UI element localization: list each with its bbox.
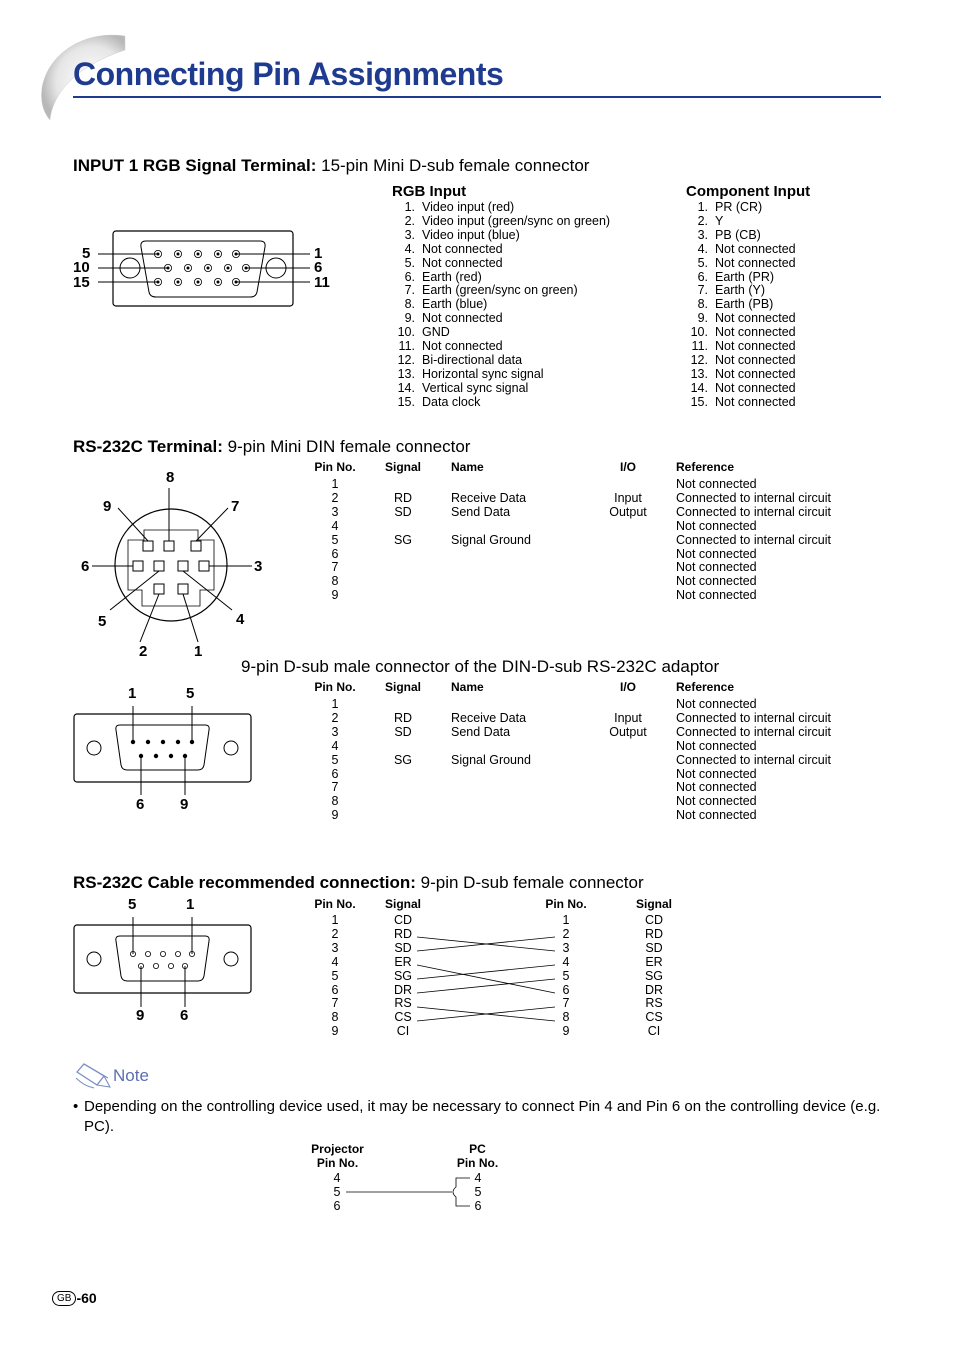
list-item-number: 2.	[697, 213, 708, 228]
din-label-4: 4	[236, 611, 245, 628]
cable-right-pin: 5	[562, 968, 570, 983]
dsub15-pin-center	[207, 267, 209, 269]
list-item-text: Not connected	[715, 255, 796, 270]
table-cell-ref: Not connected	[676, 738, 757, 753]
table-cell-signal: SG	[393, 752, 413, 767]
list-item-number: 14.	[690, 380, 708, 395]
list-item-number: 3.	[404, 227, 415, 242]
cable-left-signal: CI	[396, 1024, 410, 1039]
din-label-6: 6	[81, 558, 90, 575]
cable-left-pin: 3	[331, 940, 339, 955]
projector-pin: 5	[333, 1185, 341, 1199]
list-item-text: Not connected	[715, 380, 796, 395]
adaptor-pin-table	[312, 680, 872, 830]
list-item-text: Not connected	[422, 311, 503, 326]
list-item-text: Video input (green/sync on green)	[422, 213, 611, 228]
table-cell-ref: Not connected	[676, 477, 757, 491]
table-cell-pin: 4	[331, 738, 339, 753]
rgb-heading-bold: INPUT 1 RGB Signal Terminal:	[73, 156, 317, 175]
cable-left-pin: 7	[331, 996, 339, 1011]
page-number: -60	[76, 1290, 97, 1306]
table-cell-ref: Connected to internal circuit	[676, 710, 831, 725]
din-label-1: 1	[194, 643, 203, 660]
list-item-text: PR (CR)	[715, 200, 763, 214]
dsub15-pin-center	[217, 253, 219, 255]
pc-pin-header	[440, 1142, 515, 1170]
page-footer	[52, 1290, 97, 1306]
table-cell-pin: 8	[331, 794, 339, 809]
table-cell-pin: 7	[331, 560, 339, 575]
list-item-number: 14.	[397, 380, 415, 395]
dsub15-label-1: 1	[314, 245, 323, 262]
projector-header-line2: Pin No.	[316, 1156, 359, 1170]
list-item	[678, 368, 796, 382]
list-item-text: Earth (blue)	[422, 297, 488, 312]
cable-right-pin: 2	[562, 926, 570, 941]
dsub15-connector-diagram	[70, 226, 340, 312]
dsub9f-label-1: 1	[186, 896, 195, 913]
dsub15-pin-center	[177, 253, 179, 255]
list-item	[385, 368, 610, 382]
list-item-number: 10.	[690, 325, 708, 340]
list-item	[678, 257, 796, 271]
cable-right-pin: 8	[562, 1010, 570, 1025]
din-label-9: 9	[103, 498, 112, 515]
din-heading-bold: RS-232C Terminal:	[73, 437, 223, 456]
list-item	[385, 257, 610, 271]
list-item	[678, 201, 796, 215]
table-cell-io: Output	[609, 724, 647, 739]
rgb-heading-rest: 15-pin Mini D-sub female connector	[316, 156, 590, 175]
list-item	[385, 298, 610, 312]
cable-right-signal: ER	[645, 954, 663, 969]
table-cell-pin: 4	[331, 518, 339, 533]
list-item-number: 5.	[697, 255, 708, 270]
list-item-text: Not connected	[422, 339, 503, 354]
cable-right-signal: SG	[644, 968, 664, 983]
cable-left-pin: 2	[331, 926, 339, 941]
cable-right-pin: 9	[562, 1024, 570, 1039]
list-item-number: 4.	[404, 241, 415, 256]
din-label-8: 8	[166, 469, 175, 486]
dsub9f-label-9: 9	[136, 1007, 145, 1024]
cable-left-pin: 8	[331, 1010, 339, 1025]
list-item-number: 12.	[690, 352, 708, 367]
title-underline	[73, 96, 881, 98]
pin-loopback-lines	[344, 1171, 474, 1216]
table-cell-pin: 2	[331, 490, 339, 505]
din-label-3: 3	[254, 558, 263, 575]
table-cell-ref: Connected to internal circuit	[676, 504, 831, 519]
dsub9m-label-1: 1	[128, 685, 137, 702]
cable-left-signal: CD	[393, 913, 413, 927]
dsub15-label-6: 6	[314, 259, 323, 276]
list-item-text: Video input (red)	[422, 200, 515, 214]
table-cell-ref: Not connected	[676, 808, 757, 823]
list-item-text: Not connected	[422, 241, 503, 256]
cable-right-signal: DR	[644, 982, 664, 997]
table-header-io: I/O	[619, 460, 636, 474]
list-item	[678, 215, 796, 229]
list-item-text: PB (CB)	[715, 227, 761, 242]
din-pin-table	[312, 460, 872, 610]
list-item-text: Not connected	[715, 366, 796, 381]
list-item-number: 10.	[397, 325, 415, 340]
list-item	[385, 271, 610, 285]
component-input-list	[678, 201, 796, 410]
list-item-text: Not connected	[715, 352, 796, 367]
table-cell-pin: 2	[331, 710, 339, 725]
list-item	[678, 243, 796, 257]
cable-left-signal: RS	[394, 996, 412, 1011]
dsub9m-label-6: 6	[136, 796, 145, 813]
list-item-number: 7.	[404, 283, 415, 298]
region-badge: GB	[52, 1291, 76, 1306]
note-bullet-item	[73, 1097, 883, 1137]
list-item-number: 6.	[697, 269, 708, 284]
table-cell-pin: 5	[331, 532, 339, 547]
cable-left-pin: 4	[331, 954, 339, 969]
list-item	[678, 312, 796, 326]
list-item-text: Earth (PR)	[715, 269, 775, 284]
table-cell-pin: 3	[331, 724, 339, 739]
cable-heading-rest: 9-pin D-sub female connector	[415, 873, 644, 892]
list-item-number: 1.	[404, 200, 415, 214]
table-header-name: Name	[451, 460, 484, 474]
list-item	[385, 340, 610, 354]
cable-left-signal: SG	[393, 968, 413, 983]
list-item	[385, 312, 610, 326]
pc-pin: 5	[474, 1185, 482, 1199]
table-header-name: Name	[451, 680, 484, 694]
list-item-text: GND	[422, 325, 450, 340]
list-item-number: 4.	[697, 241, 708, 256]
table-cell-name: Send Data	[451, 504, 511, 519]
cable-right-signal: CI	[647, 1024, 661, 1039]
list-item-text: Y	[715, 213, 724, 228]
table-cell-ref: Connected to internal circuit	[676, 490, 831, 505]
table-cell-pin: 3	[331, 504, 339, 519]
dsub15-label-11: 11	[314, 274, 330, 291]
list-item-text: Not connected	[422, 255, 503, 270]
table-cell-io: Output	[609, 504, 647, 519]
table-cell-signal: RD	[393, 490, 413, 505]
table-cell-name: Receive Data	[451, 710, 527, 725]
table-cell-ref: Not connected	[676, 766, 757, 781]
list-item-number: 5.	[404, 255, 415, 270]
list-item-number: 1.	[697, 200, 708, 214]
list-item-number: 12.	[397, 352, 415, 367]
list-item	[678, 340, 796, 354]
list-item-text: Data clock	[422, 394, 481, 409]
table-cell-ref: Not connected	[676, 588, 757, 603]
list-item-number: 6.	[404, 269, 415, 284]
list-item	[385, 396, 610, 410]
din-label-5: 5	[98, 613, 107, 630]
table-cell-ref: Not connected	[676, 697, 757, 711]
dsub9m-label-5: 5	[186, 685, 195, 702]
cable-left-signal: RD	[393, 926, 413, 941]
table-cell-name: Send Data	[451, 724, 511, 739]
dsub15-pin-center	[217, 281, 219, 283]
table-cell-pin: 6	[331, 766, 339, 781]
table-cell-pin: 9	[331, 588, 339, 603]
list-item	[678, 284, 796, 298]
cable-left-signal: SD	[394, 940, 412, 955]
din-label-7: 7	[231, 498, 240, 515]
list-item-number: 15.	[397, 394, 415, 409]
list-item	[385, 326, 610, 340]
dsub15-label-10: 10	[73, 259, 90, 276]
table-cell-signal: SG	[393, 532, 413, 547]
dsub9-male-connector-diagram	[70, 700, 260, 800]
cable-right-signal: CD	[644, 913, 664, 927]
list-item-text: Earth (red)	[422, 269, 482, 284]
list-item-text: Earth (green/sync on green)	[422, 283, 578, 298]
projector-pin-list	[330, 1171, 344, 1213]
projector-pin: 4	[333, 1171, 341, 1185]
list-item-number: 3.	[697, 227, 708, 242]
adaptor-section-heading: 9-pin D-sub male connector of the DIN-D-sub RS-232C adaptor	[241, 657, 720, 676]
dsub15-pin-center	[187, 267, 189, 269]
table-cell-ref: Connected to internal circuit	[676, 752, 831, 767]
list-item-number: 13.	[397, 366, 415, 381]
list-item	[385, 201, 610, 215]
table-cell-name: Signal Ground	[451, 532, 531, 547]
cable-right-signal: RD	[644, 926, 664, 941]
table-cell-ref: Not connected	[676, 518, 757, 533]
table-cell-ref: Connected to internal circuit	[676, 532, 831, 547]
din-section-heading	[73, 437, 470, 457]
dsub15-pin-center	[177, 281, 179, 283]
table-cell-name: Receive Data	[451, 490, 527, 505]
list-item-number: 2.	[404, 213, 415, 228]
list-item-number: 9.	[697, 311, 708, 326]
table-header-signal: Signal	[384, 680, 421, 694]
cable-left-pin: 5	[331, 968, 339, 983]
projector-header-line1: Projector	[311, 1142, 364, 1156]
table-cell-pin: 1	[331, 697, 339, 711]
list-item-number: 11.	[691, 339, 708, 354]
din-heading-rest: 9-pin Mini DIN female connector	[222, 437, 471, 456]
list-item-text: Not connected	[715, 394, 796, 409]
cable-left-pin: 6	[331, 982, 339, 997]
table-cell-ref: Not connected	[676, 560, 757, 575]
list-item	[678, 326, 796, 340]
list-item-number: 8.	[697, 297, 708, 312]
table-cell-pin: 7	[331, 780, 339, 795]
list-item-number: 11.	[398, 339, 415, 354]
note-pencil-icon	[74, 1058, 116, 1090]
cable-left-pin: 1	[331, 913, 339, 927]
cable-left-pin: 9	[331, 1024, 339, 1039]
table-cell-pin: 6	[331, 546, 339, 561]
cable-right-signal: CS	[645, 1010, 663, 1025]
cable-crossover-lines	[415, 925, 560, 1040]
table-cell-name: Signal Ground	[451, 752, 531, 767]
cable-heading-bold: RS-232C Cable recommended connection:	[73, 873, 416, 892]
dsub9f-label-6: 6	[180, 1007, 189, 1024]
list-item	[385, 354, 610, 368]
table-header-pin: Pin No.	[314, 680, 356, 694]
cable-right-signal: SD	[645, 940, 663, 955]
table-cell-ref: Not connected	[676, 794, 757, 809]
table-header-ref: Reference	[676, 460, 735, 474]
dsub15-label-15: 15	[73, 274, 90, 291]
list-item-number: 9.	[404, 311, 415, 326]
pc-header-line2: Pin No.	[456, 1156, 499, 1170]
cable-right-pin: 7	[562, 996, 570, 1011]
list-item-number: 13.	[690, 366, 708, 381]
table-cell-io: Input	[614, 490, 642, 505]
table-cell-pin: 9	[331, 808, 339, 823]
table-cell-ref: Not connected	[676, 574, 757, 589]
list-item-number: 7.	[697, 283, 708, 298]
table-header-pin: Pin No.	[314, 460, 356, 474]
list-item	[678, 382, 796, 396]
bullet-dot: •	[73, 1098, 79, 1115]
list-item-text: Not connected	[715, 325, 796, 340]
table-cell-ref: Not connected	[676, 546, 757, 561]
list-item	[385, 284, 610, 298]
list-item	[678, 229, 796, 243]
cable-left-signal: DR	[393, 982, 413, 997]
list-item	[385, 215, 610, 229]
dsub15-label-5: 5	[82, 245, 91, 262]
dsub15-pin-center	[227, 267, 229, 269]
cable-left-signal: ER	[394, 954, 412, 969]
table-header-signal: Signal	[384, 460, 421, 474]
list-item-text: Not connected	[715, 311, 796, 326]
table-cell-ref: Connected to internal circuit	[676, 724, 831, 739]
pc-header-line1: PC	[469, 1142, 486, 1156]
dsub9f-label-5: 5	[128, 896, 137, 913]
note-label: Note	[113, 1066, 149, 1085]
table-cell-ref: Not connected	[676, 780, 757, 795]
dsub9-female-connector-diagram	[70, 915, 260, 1015]
rgb-input-title: RGB Input	[392, 183, 467, 200]
cable-left-signal: CS	[394, 1010, 412, 1025]
rgb-input-list	[385, 201, 610, 410]
page-title: Connecting Pin Assignments	[73, 56, 504, 92]
list-item-text: Earth (Y)	[715, 283, 766, 298]
list-item-text: Not connected	[715, 241, 796, 256]
cable-section-heading	[73, 873, 644, 893]
cable-right-pin: 4	[562, 954, 570, 969]
list-item-number: 8.	[404, 297, 415, 312]
table-cell-signal: SD	[394, 504, 412, 519]
list-item-text: Bi-directional data	[422, 352, 523, 367]
dsub15-pin-center	[197, 253, 199, 255]
note-bullet-text: Depending on the controlling device used, it may be necessary to connect Pin 4 and Pin 6 on the controlling device (e.g. PC).	[84, 1098, 881, 1135]
table-cell-signal: SD	[394, 724, 412, 739]
list-item-text: Not connected	[715, 339, 796, 354]
cable-right-pin: 3	[562, 940, 570, 955]
list-item-text: Horizontal sync signal	[422, 366, 544, 381]
dsub15-pin-center	[197, 281, 199, 283]
list-item	[678, 396, 796, 410]
list-item	[385, 243, 610, 257]
cable-right-signal: RS	[645, 996, 663, 1011]
cable-right-pin: 6	[562, 982, 570, 997]
cable-header-pin: Pin No.	[314, 897, 356, 911]
table-header-io: I/O	[619, 680, 636, 694]
din-label-2: 2	[139, 643, 148, 660]
table-cell-pin: 1	[331, 477, 339, 491]
list-item	[678, 271, 796, 285]
projector-pin: 6	[333, 1199, 341, 1213]
cable-header-pin2: Pin No.	[545, 897, 587, 911]
list-item-number: 15.	[690, 394, 708, 409]
table-cell-pin: 5	[331, 752, 339, 767]
list-item	[385, 382, 610, 396]
table-cell-pin: 8	[331, 574, 339, 589]
list-item-text: Earth (PB)	[715, 297, 774, 312]
list-item-text: Video input (blue)	[422, 227, 520, 242]
table-cell-signal: RD	[393, 710, 413, 725]
dsub9m-label-9: 9	[180, 796, 189, 813]
cable-header-signal: Signal	[384, 897, 421, 911]
cable-right-pin: 1	[562, 913, 570, 927]
projector-pin-header	[300, 1142, 375, 1170]
table-cell-io: Input	[614, 710, 642, 725]
list-item	[678, 298, 796, 312]
list-item-text: Vertical sync signal	[422, 380, 529, 395]
pc-pin: 6	[474, 1199, 482, 1213]
cable-header-signal2: Signal	[635, 897, 672, 911]
rgb-section-heading	[73, 156, 589, 176]
component-input-title: Component Input	[686, 183, 811, 200]
list-item	[678, 354, 796, 368]
table-header-ref: Reference	[676, 680, 735, 694]
list-item	[385, 229, 610, 243]
pc-pin: 4	[474, 1171, 482, 1185]
